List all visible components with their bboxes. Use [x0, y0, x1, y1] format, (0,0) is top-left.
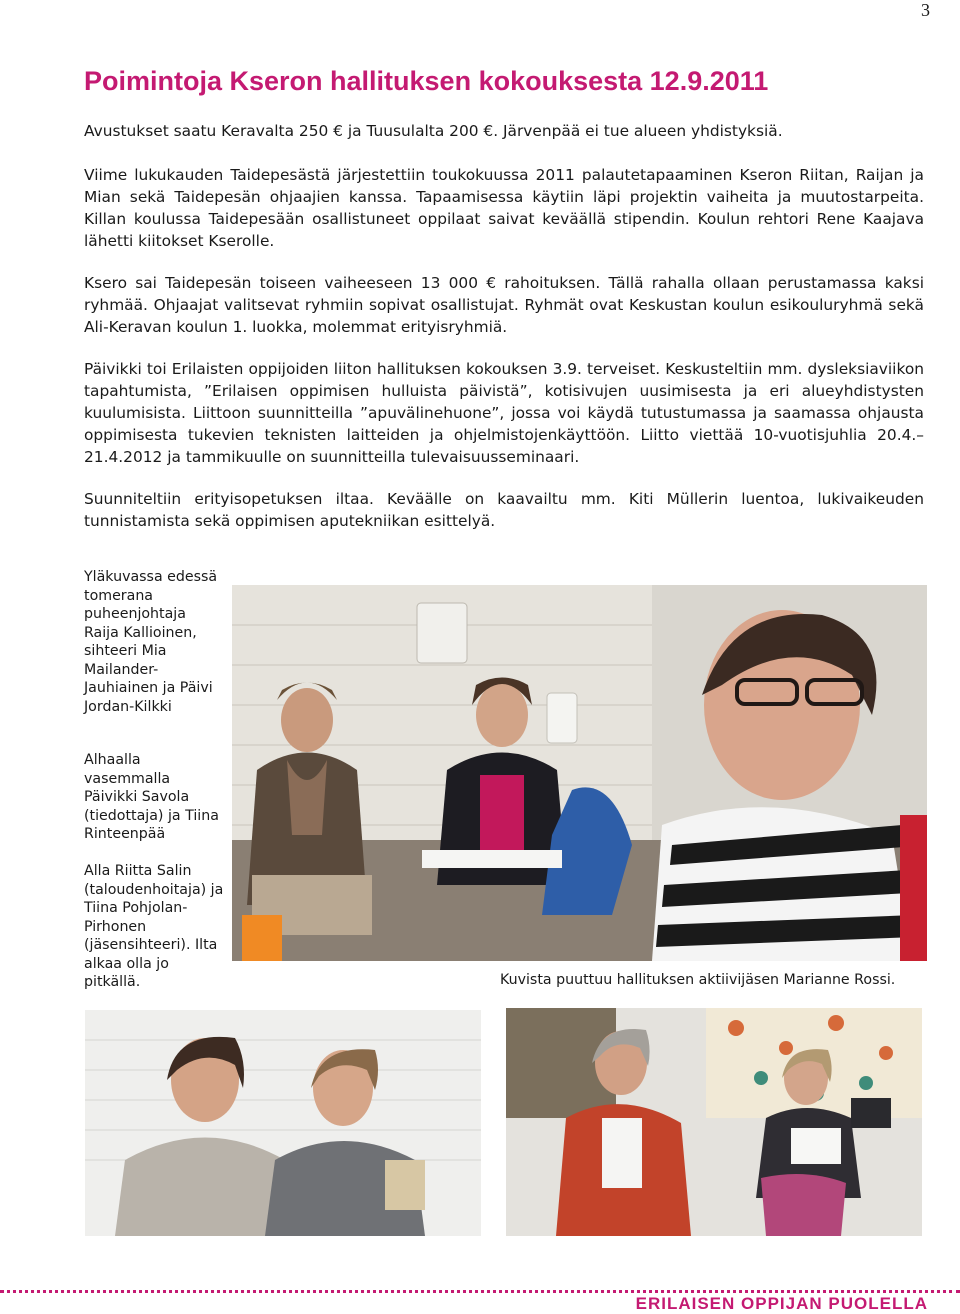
caption-top-photo: Yläkuvassa edessä tomerana puheenjohtaja Raija Kallioinen, sihteeri Mia Mailander-Jauhiainen ja Päivi Jordan-Kilkki [84, 569, 218, 715]
caption-bottom-right-photo: Alla Riitta Salin (taloudenhoitaja) ja Tiina Pohjolan-Pirhonen (jäsensihteeri). Ilta alkaa olla jo pitkällä. [84, 863, 224, 990]
caption-bottom-left-photo: Alhaalla vasemmalla Päivikki Savola (tiedottaja) ja Tiina Rinteenpää [84, 752, 219, 842]
meeting-photo-bottom-left [85, 1010, 481, 1236]
page-number: 3 [921, 0, 930, 20]
paragraph-union-greetings: Päivikki toi Erilaisten oppijoiden liiton hallituksen kokouksen 3.9. terveiset. Keskusteltiin mm. dysleksiaviikon tapahtumista, ”Erilaisen oppimisen hulluista päivistä”, kotisivujen uusimisesta ja eri alueyhdistysten kuulumisista. Liittoon suunnitteilla ”apuvälinehuone”, jossa voi käydä tutustumassa ja saamassa ohjausta oppimisesta tukevien teknisten laitteiden ja ohjelmistojenkäyttöön. Liitto viettää 10-vuotisjuhlia 20.4.–21.4.2012 ja tammikuulle on suunnitteilla tulevaisuusseminaari. [84, 360, 924, 466]
caption-missing-member: Kuvista puuttuu hallituksen aktiivijäsen Marianne Rossi. [500, 972, 896, 988]
footer-slogan: ERILAISEN OPPIJAN PUOLELLA [635, 1294, 928, 1313]
footer-dotted-rule [0, 1290, 960, 1293]
meeting-photo-bottom-right [506, 1008, 922, 1236]
paragraph-funding: Avustukset saatu Keravalta 250 € ja Tuusulalta 200 €. Järvenpää ei tue alueen yhdistyksiä. [84, 122, 783, 140]
meeting-photo-top [232, 585, 927, 961]
page-title: Poimintoja Kseron hallituksen kokouksesta 12.9.2011 [84, 66, 769, 96]
paragraph-taidepesa-funding: Ksero sai Taidepesän toiseen vaiheeseen 13 000 € rahoituksen. Tällä rahalla ollaan perustamassa kaksi ryhmää. Ohjaajat valitsevat ryhmiin sopivat osallistujat. Ryhmät ovat Keskustan koulun esikouluryhmä sekä Ali-Keravan koulun 1. luokka, molemmat erityisryhmiä. [84, 274, 924, 336]
paragraph-taidepesa-feedback: Viime lukukauden Taidepesästä järjestettiin toukokuussa 2011 palautetapaaminen Kseron Riitan, Raijan ja Mian sekä Taidepesän ohjaajien kanssa. Tapaamisessa käytiin läpi projektin vaiheita ja muutostarpeita. Killan koulussa Taidepesään osallistuneet oppilaat saivat keväällä stipendin. Koulun rehtori Rene Kaajava lähetti kiitokset Kserolle. [84, 166, 924, 250]
paragraph-special-education-evening: Suunniteltiin erityisopetuksen iltaa. Keväälle on kaavailtu mm. Kiti Müllerin luentoa, lukivaikeuden tunnistamista sekä oppimisen aputekniikan esittelyä. [84, 490, 924, 530]
